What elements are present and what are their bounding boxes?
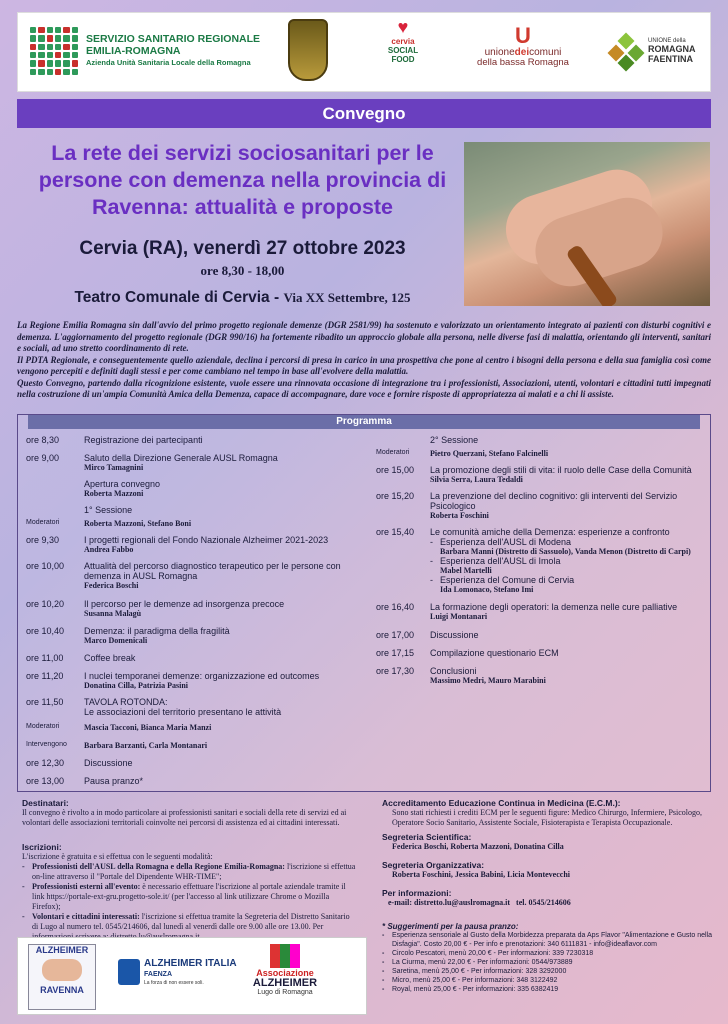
item-names: Marco Domenicali [84,636,148,645]
segreteria-organizzativa-heading: Segreteria Organizzativa: [382,860,485,870]
item-names: Mirco Tamagnini [84,463,144,472]
segreteria-scientifica-heading: Segreteria Scientifica: [382,832,472,842]
faentina-line1: UNIONE della [648,38,686,44]
ssr-grid-icon [30,27,78,75]
alz-lugo-line2: ALZHEIMER [252,977,318,989]
event-venue [20,289,465,307]
program-heading: Programma [28,415,700,429]
item-time: ore 12,30 [26,758,65,768]
informazioni-section [382,888,712,908]
heart-icon: ♥ [397,17,409,37]
alz-italia-line1: ALZHEIMER ITALIA [144,958,237,969]
alzheimer-italia-mark-icon [118,959,140,985]
destinatari-section [22,798,357,828]
item-text: l'iscrizione si effettua on-line attraverso il "Portale del Dipendente WHR-TIME"; [32,862,356,881]
item-title: Coffee break [84,653,136,663]
item-role: Moderatori [376,449,410,456]
item-names: Barbara Manni (Distretto di Sassuolo), Vanda Menon (Distretto di Carpi) [440,547,691,556]
logo-bar [17,12,711,92]
item-time: ore 16,40 [376,602,415,612]
item-time: ore 10,40 [26,626,65,636]
item-bold: Volontari e cittadini interessati: [32,912,140,921]
item-role: Moderatori [26,519,60,526]
cervia-social-food-logo [378,17,428,64]
event-title: La rete dei servizi sociosanitari per le persone con demenza nella provincia di Ravenna: attualità e proposte [38,141,447,219]
hands-on-cane-photo [464,142,710,306]
item-time: ore 17,15 [376,648,415,658]
item-time: ore 17,30 [376,666,415,676]
item-names: Luigi Montanari [430,612,488,621]
item-title2: Le associazioni del territorio presentano le attività [84,707,282,717]
item-title: Pausa pranzo* [84,776,144,786]
ssr-line1: SERVIZIO SANITARIO REGIONALE [86,33,261,45]
intro-p3: Questo Convegno, partendo dalla ricognizione esistente, vuole essere una rinnovata occasione di integrazione tra i professionisti, Associazioni, utenti, volontari e cittadini tutti impegnati nella costruzione di un'ampia Comunità Amica della Demenza, capace di accompagnare, dare voce e fornire risposte di appropriatezza ai malati e a chi li assiste. [17,377,711,399]
cervia-line2: SOCIAL [387,46,419,55]
item-role: Moderatori [26,723,60,730]
item-title: La formazione degli operatori: la demenza nelle cure palliative [430,602,678,612]
item-title: Esperienza del Comune di Cervia [440,575,575,585]
item-time: ore 8,30 [26,435,60,445]
item-names: Susanna Malagù [84,609,142,618]
item-title: Conclusioni [430,666,477,676]
item-title: Apertura convegno [84,479,161,489]
item-names: Mabel Martelli [440,566,492,575]
item-title: Il percorso per le demenze ad insorgenza precoce [84,599,285,609]
item-time: ore 10,00 [26,561,65,571]
email-link[interactable]: distretto.lu@auslromagna.it [414,898,511,907]
item-title: Esperienza dell'AUSL di Modena [440,537,571,547]
ecm-section [382,798,712,828]
segreteria-organizzativa-text: Roberta Foschini, Jessica Babini, Licia Montevecchi [392,870,570,879]
item-title: TAVOLA ROTONDA: [84,697,168,707]
unione-u-icon: U [515,23,531,48]
session-1-heading: 1° Sessione [84,505,133,515]
item-time: ore 15,00 [376,465,415,475]
item-time: ore 11,00 [26,653,64,663]
item-title: Le comunità amiche della Demenza: esperienze a confronto [430,527,670,537]
phone-number: tel. 0545/214606 [516,898,571,907]
item-time: ore 11,20 [26,671,64,681]
faentina-line2: ROMAGNA [648,44,696,54]
ecm-text: Sono stati richiesti i crediti ECM per le seguenti figure: Medico Chirurgo, Infermiere, Psicologo, Operatore Socio Sanitario, Assistente Sociale, Fisioterapista e Terapista Occupazionale. [392,808,703,827]
item-names: Roberta Foschini [430,511,489,520]
unione-suffix: comuni [529,47,562,58]
item-title: Discussione [430,630,479,640]
segreteria-scientifica-text: Federica Boschi, Roberta Mazzoni, Donatina Cilla [392,842,564,851]
experience-item [430,575,710,594]
experience-item [430,537,710,556]
alz-italia-line3: La forza di non essere soli. [144,980,204,986]
pausa-item: - La Ciurma, menù 22,00 € - Per informazioni: 0544/973889 [382,958,712,967]
item-text: è necessario effettuare l'iscrizione al portale aziendale tramite il link https://portale-ext-gru.progetto-sole.it/ (per l'accesso al link utilizzare Chrome o Mozilla Firefox); [32,882,346,911]
item-bold: Professionisti dell'AUSL della Romagna e della Regione Emilia-Romagna: [32,862,285,871]
iscrizioni-item [22,882,357,912]
cervia-line1: cervia [391,37,415,46]
item-time: ore 17,00 [376,630,415,640]
item-title: Attualità del percorso diagnostico terapeutico per le persone con demenza in AUSL Romagna [84,561,341,581]
intro-p2: Il PDTA Regionale, e conseguentemente quello aziendale, declina i percorsi di presa in carico in una prospettiva che pone al centro i bisogni della persona e della sua famiglia così come vengono percepiti e definiti dagli stessi e per come cambiano nel tempo in base all'evolvere della malattia. [17,354,711,376]
item-title: Demenza: il paradigma della fragilità [84,626,230,636]
item-time: ore 13,00 [26,776,65,786]
email-label: e-mail: [388,898,414,907]
item-title: La promozione degli stili di vita: il ruolo delle Case della Comunità [430,465,692,475]
ssr-line3: Azienda Unità Sanitaria Locale della Romagna [86,58,251,67]
intro-text [17,320,711,401]
pausa-item: - Esperienza sensoriale al Gusto della Morbidezza preparata da Aps Flavor "Alimentazione e Gusto nella Disfagia". Costo 20,00 € - Per info e prenotazioni: 340 6111831 - info@ideaflavor.com [382,931,712,949]
cervia-line3: FOOD [391,55,415,64]
item-text: l'iscrizione si effettua tramite la Segreteria del Distretto Sanitario di Lugo al numero tel. 0545/214606, dal lunedì al venerdì dalle ore 9.00 alle ore 13.00. Per [32,912,350,931]
iscrizioni-heading: Iscrizioni: [22,842,62,852]
item-names: Ida Lomonaco, Stefano Imi [440,585,534,594]
item-title: Esperienza dell'AUSL di Imola [440,556,561,566]
item-names: Roberta Mazzoni, Stefano Boni [84,519,192,528]
item-time: ore 11,50 [26,697,64,707]
alzheimer-italia-logo [118,958,237,986]
item-names: Silvia Serra, Laura Tedaldi [430,475,523,484]
alzheimer-lugo-logo [240,944,330,996]
item-names: Mascia Tacconi, Bianca Maria Manzi [84,723,212,732]
item-names: Barbara Barzanti, Carla Montanari [84,741,208,750]
item-names: Donatina Cilla, Patrizia Pasini [84,681,188,690]
destinatari-text: Il convegno è rivolto a in modo particolare ai professionisti sanitari e sociali della rete di servizi ed ai volontari delle associazioni territoriali coinvolte nei percorsi di assistenza ed ai cittadini interessati. [22,808,347,827]
item-names: Massimo Medri, Mauro Marabini [430,676,546,685]
pausa-item: - Saretina, menù 25,00 € - Per informazioni: 328 3292000 [382,967,712,976]
item-time: ore 9,00 [26,453,60,463]
item-title: La prevenzione del declino cognitivo: gli interventi del Servizio Psicologico [430,491,678,511]
experience-item [430,556,710,575]
item-title: I nuclei temporanei demenze: organizzazione ed outcomes [84,671,320,681]
cervia-crest-icon [288,19,328,81]
informazioni-heading: Per informazioni: [382,888,452,898]
segreteria-organizzativa-section [382,860,712,880]
pausa-heading: * Suggerimenti per la pausa pranzo: [382,922,519,931]
item-title: Saluto della Direzione Generale AUSL Romagna [84,453,278,463]
item-names: Pietro Querzani, Stefano Falcinelli [430,449,549,458]
ecm-heading: Accreditamento Educazione Continua in Medicina (E.C.M.): [382,798,621,808]
destinatari-heading: Destinatari: [22,798,69,808]
faentina-line3: FAENTINA [648,54,693,64]
ssr-line2: EMILIA-ROMAGNA [86,45,181,57]
convegno-banner: Convegno [17,99,711,128]
intro-p1: La Regione Emilia Romagna sin dall'avvio del primo progetto regionale demenze (DGR 2581/99) ha sostenuto e valorizzato un orientamento integrato ai pazienti con disturbi cognitivi e demenza. L'aggiornamento del progetto regionale (DGR 990/16) ha fortemente ribadito un approccio globale alla persona, nelle diverse fasi di malattia, orientando gli interventi, sanitari e sociali, ad uno stretto coordinamento di rete. [17,320,711,353]
alz-lugo-line3: Lugo di Romagna [257,989,313,996]
item-time: ore 9,30 [26,535,60,545]
ssr-logo [30,27,260,75]
item-title: Registrazione dei partecipanti [84,435,203,445]
session-2-heading: 2° Sessione [430,435,479,445]
item-names: Federica Boschi [84,581,139,590]
unione-comuni-logo [473,25,573,68]
item-title: Compilazione questionario ECM [430,648,559,658]
unione-line2: della bassa Romagna [477,57,569,68]
iscrizioni-section [22,842,357,942]
item-names: Andrea Fabbo [84,545,134,554]
holding-hands-icon [42,959,82,981]
venue-main: Teatro Comunale di Cervia - [74,289,284,306]
item-time: ore 10,20 [26,599,65,609]
item-role: Intervengono [26,741,67,748]
unione-prefix: unione [484,47,515,58]
pausa-item: - Royal, menù 25,00 € - Per informazioni: 335 6382419 [382,985,712,994]
alzheimer-lugo-mark-icon [270,944,300,968]
alz-italia-line2: FAENZA [144,971,172,978]
alz-ravenna-line2: RAVENNA [40,985,84,995]
romagna-faentina-logo [608,33,696,69]
segreteria-scientifica-section [382,832,712,852]
item-title: Discussione [84,758,133,768]
program-box [17,414,711,792]
alzheimer-ravenna-logo [28,944,96,1010]
event-place-date: Cervia (RA), venerdì 27 ottobre 2023 [79,238,406,259]
iscrizioni-intro: L'iscrizione è gratuita e si effettua con le seguenti modalità: [22,852,213,861]
iscrizioni-item [22,862,357,882]
unione-mid: dei [514,47,530,58]
pausa-section [382,922,712,994]
item-time: ore 15,20 [376,491,415,501]
venue-address: Via XX Settembre, 125 [283,290,411,305]
item-bold: Professionisti esterni all'evento: [32,882,141,891]
item-time: ore 15,40 [376,527,415,537]
alz-lugo-line1: Associazione [256,968,314,978]
hexagon-cluster-icon [608,33,644,69]
item-title: I progetti regionali del Fondo Nazionale Alzheimer 2021-2023 [84,535,329,545]
alz-ravenna-line1: ALZHEIMER [35,945,89,955]
pausa-item: - Micro, menù 25,00 € - Per informazioni: 348 3122492 [382,976,712,985]
event-time: ore 8,30 - 18,00 [200,263,285,278]
item-names: Roberta Mazzoni [84,489,144,498]
footer-logos [17,937,367,1015]
pausa-item: - Circolo Pescatori, menù 20,00 € - Per informazioni: 339 7230318 [382,949,712,958]
